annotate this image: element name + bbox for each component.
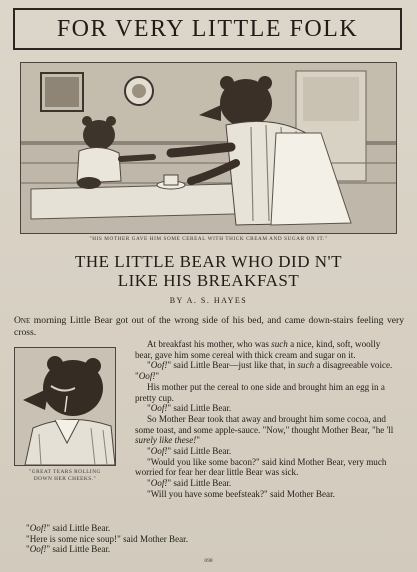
illustration-drawing [21,63,396,233]
story-title [20,252,397,290]
text-run: At breakfast his mother, who was [147,339,272,349]
emphasis: Oof! [150,403,168,414]
opening-first-word: One [14,315,31,326]
paragraph [26,523,226,534]
emphasis: such [297,360,315,371]
paragraph [135,360,397,381]
text-run: " said Little Bear—just like that, in [167,360,298,371]
emphasis: Oof! [150,478,168,489]
text-run: " [196,435,200,446]
emphasis: such [271,339,288,349]
paragraph [135,478,397,489]
emphasis: Oof! [150,446,168,457]
text-run: a nice, kind, soft, woolly bear, gave him some cereal with thick cream and sugar on it. [135,339,381,360]
text-run: " [147,360,151,371]
text-run: " said Little Bear. [167,478,232,489]
text-run: So Mother Bear took that away and brought him some cocoa, and some toast, and some apple-sauce. "Now," thought Mother Bear, "he 'll [135,413,394,435]
story-byline: BY A. S. HAYES [169,296,248,305]
breakfast-illustration [20,62,397,234]
portrait-caption-line-1: "GREAT TEARS ROLLING [29,469,101,475]
text-run: " [26,523,30,533]
paragraph: "Here is some nice soup!" said Mother Bear. [26,533,188,544]
story-title-line-1: THE LITTLE BEAR WHO DID N'T [75,252,342,271]
opening-text: morning Little Bear got out of the wrong side of his bed, and came down-stairs feeling very cross. [14,315,404,338]
text-run: " [147,446,151,457]
paragraph: "Would you like some bacon?" said kind Mother Bear, very much worried for fear her dear little Bear was sick. [135,456,387,478]
emphasis: Oof! [29,544,47,555]
portrait-drawing [15,348,115,465]
text-run: a disagreeable voice. " [135,360,393,382]
paragraph [135,403,397,414]
emphasis: Oof! [138,371,156,382]
text-run: " said Little Bear. [167,403,232,414]
text-run: " [155,371,160,382]
text-run: " said Little Bear. [46,544,111,555]
emphasis: Oof! [150,360,168,371]
opening-paragraph [14,315,404,339]
portrait-caption-line-2: DOWN HER CHEEKS." [33,476,97,482]
page-number: 698 [204,558,213,564]
text-run: " said Little Bear. [46,523,111,533]
paragraph: His mother put the cereal to one side and brought him an egg in a pretty cup. [135,381,385,403]
illustration-caption: "HIS MOTHER GAVE HIM SOME CEREAL WITH THICK CREAM AND SUGAR ON IT." [89,236,328,242]
emphasis: surely like these! [135,435,197,446]
paragraph [26,544,226,555]
emphasis: Oof! [29,523,47,533]
crying-bear-portrait [14,347,116,466]
text-run: " [147,478,151,489]
story-column [135,339,397,500]
text-run: " said Little Bear. [167,446,232,457]
paragraph: "Will you have some beefsteak?" said Mother Bear. [147,488,335,499]
paragraph [135,339,397,360]
section-title: FOR VERY LITTLE FOLK [56,16,359,42]
text-run: " [147,403,151,414]
story-title-line-2: LIKE HIS BREAKFAST [117,271,300,290]
paragraph [135,414,397,446]
paragraph [135,446,397,457]
closing-lines [26,523,226,555]
portrait-caption [14,469,116,483]
text-run: " [26,544,30,555]
section-header [13,8,402,50]
